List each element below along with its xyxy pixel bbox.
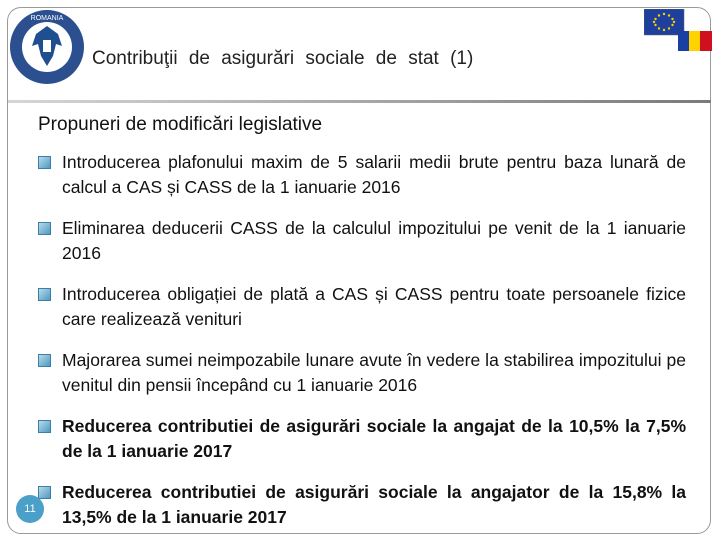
square-bullet-icon bbox=[38, 222, 51, 235]
page-number-badge: 11 bbox=[16, 495, 44, 523]
square-bullet-icon bbox=[38, 354, 51, 367]
svg-text:ROMANIA: ROMANIA bbox=[30, 15, 64, 22]
square-bullet-icon bbox=[38, 420, 51, 433]
list-item-text: Reducerea contributiei de asigurări sociale la angajator de la 15,8% la 13,5% de la 1 ianuarie 2017 bbox=[62, 482, 686, 527]
page-title: Contribuţii de asigurări sociale de stat (1) bbox=[92, 48, 474, 69]
list-item bbox=[38, 414, 686, 464]
square-bullet-icon bbox=[38, 486, 51, 499]
list-item bbox=[38, 150, 686, 200]
header-divider bbox=[8, 100, 711, 103]
list-item-text: Introducerea plafonului maxim de 5 salarii medii brute pentru baza lunară de calcul a CAS și CASS de la 1 ianuarie 2016 bbox=[62, 152, 686, 197]
list-item-text: Majorarea sumei neimpozabile lunare avute în vedere la stabilirea impozitului pe venitul din pensii începând cu 1 ianuarie 2016 bbox=[62, 350, 686, 395]
square-bullet-icon bbox=[38, 288, 51, 301]
list-item-text: Introducerea obligației de plată a CAS și CASS pentru toate persoanele fizice care realizează venituri bbox=[62, 284, 686, 329]
list-item-text: Eliminarea deducerii CASS de la calculul impozitului pe venit de la 1 ianuarie 2016 bbox=[62, 218, 686, 263]
section-subtitle: Propuneri de modificări legislative bbox=[38, 114, 323, 135]
list-item bbox=[38, 480, 686, 530]
list-item bbox=[38, 348, 686, 398]
list-item bbox=[38, 216, 686, 266]
proposal-list bbox=[38, 150, 686, 546]
square-bullet-icon bbox=[38, 156, 51, 169]
list-item-text: Reducerea contributiei de asigurări sociale la angajat de la 10,5% la 7,5% de la 1 ianuarie 2017 bbox=[62, 416, 686, 461]
eu-romania-flags-icon bbox=[644, 9, 712, 51]
list-item bbox=[38, 282, 686, 332]
ministry-crest-logo bbox=[8, 8, 86, 86]
